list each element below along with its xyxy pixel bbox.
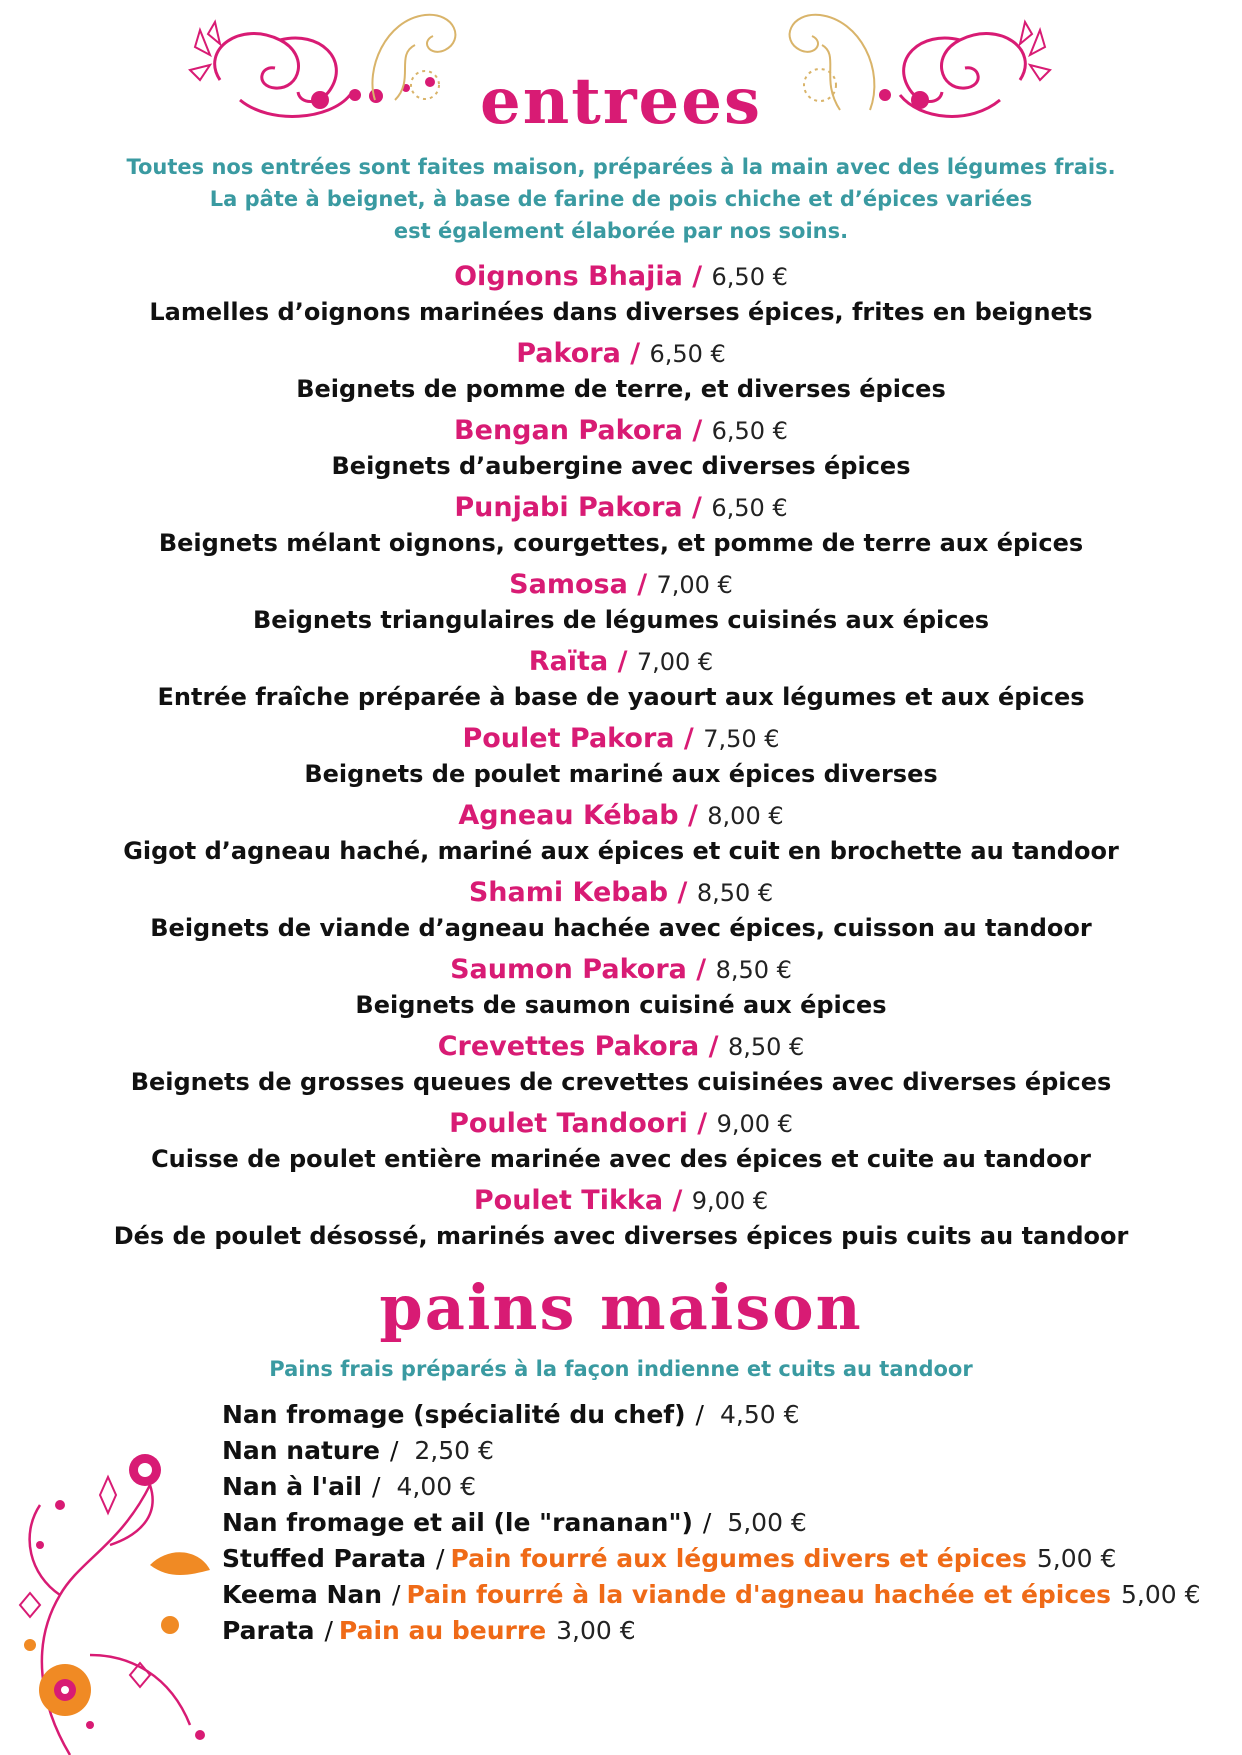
bread-price: 5,00 €	[727, 1508, 807, 1537]
item-price: 6,50 €	[711, 494, 788, 522]
menu-item: Bengan Pakora / 6,50 € Beignets d’aubergine avec diverses épices	[0, 413, 1242, 490]
item-name: Saumon Pakora	[450, 954, 687, 985]
bread-name: Stuffed Parata	[222, 1544, 427, 1573]
menu-item: Poulet Tikka / 9,00 € Dés de poulet désossé, marinés avec diverses épices puis cuits au tandoor	[0, 1183, 1242, 1260]
item-description: Gigot d’agneau haché, mariné aux épices et cuit en brochette au tandoor	[123, 837, 1119, 865]
bread-price: 4,50 €	[719, 1400, 800, 1429]
item-price: 8,50 €	[696, 879, 774, 907]
menu-item: Saumon Pakora / 8,50 € Beignets de saumon cuisiné aux épices	[0, 952, 1242, 1029]
bread-item: Nan fromage (spécialité du chef) / 4,50 €	[222, 1400, 800, 1429]
bread-list	[222, 1397, 1201, 1649]
pains-intro: Pains frais préparés à la façon indienne et cuits au tandoor	[269, 1357, 973, 1381]
bread-item: Stuffed Parata / Pain fourré aux légumes divers et épices 5,00 €	[222, 1544, 1117, 1573]
item-name: Bengan Pakora	[454, 415, 683, 446]
item-name: Punjabi Pakora	[454, 492, 683, 523]
entrees-list	[0, 259, 1242, 1260]
item-description: Cuisse de poulet entière marinée avec des épices et cuite au tandoor	[151, 1145, 1091, 1173]
bread-price: 4,00 €	[396, 1472, 477, 1501]
item-price: 8,00 €	[707, 802, 784, 830]
bread-price: 5,00 €	[1121, 1580, 1201, 1609]
item-price: 6,50 €	[711, 417, 788, 445]
corner-flowers-bird-icon	[0, 1425, 240, 1755]
item-name: Poulet Pakora	[462, 723, 675, 754]
menu-item: Poulet Tandoori / 9,00 € Cuisse de poulet entière marinée avec des épices et cuite au tandoor	[0, 1106, 1242, 1183]
item-price: 6,50 €	[711, 263, 788, 291]
item-description: Beignets de pomme de terre, et diverses épices	[296, 375, 946, 403]
item-description: Beignets de viande d’agneau hachée avec épices, cuisson au tandoor	[150, 914, 1092, 942]
item-description: Beignets mélant oignons, courgettes, et pomme de terre aux épices	[158, 529, 1084, 557]
entrees-title: entrees	[480, 64, 762, 139]
intro-line: Toutes nos entrées sont faites maison, préparées à la main avec des légumes frais.	[126, 155, 1116, 179]
bread-item: Nan nature / 2,50 €	[222, 1436, 494, 1465]
item-name: Pakora	[516, 338, 621, 369]
item-name: Samosa	[509, 569, 628, 600]
item-name: Oignons Bhajia	[454, 261, 683, 292]
menu-item: Agneau Kébab / 8,00 € Gigot d’agneau haché, mariné aux épices et cuit en brochette au tandoor	[0, 798, 1242, 875]
item-price: 8,50 €	[715, 956, 792, 984]
item-price: 9,00 €	[691, 1187, 769, 1215]
menu-item: Shami Kebab / 8,50 € Beignets de viande d’agneau hachée avec épices, cuisson au tandoor	[0, 875, 1242, 952]
item-name: Crevettes Pakora	[437, 1031, 700, 1062]
item-name: Agneau Kébab	[458, 800, 679, 831]
entrees-intro	[0, 151, 1242, 247]
bread-name: Nan à l'ail	[222, 1472, 363, 1501]
menu-item: Crevettes Pakora / 8,50 € Beignets de grosses queues de crevettes cuisinées avec diverses épices	[0, 1029, 1242, 1106]
bread-price: 3,00 €	[556, 1616, 636, 1645]
menu-item: Samosa / 7,00 € Beignets triangulaires de légumes cuisinés aux épices	[0, 567, 1242, 644]
item-description: Beignets triangulaires de légumes cuisinés aux épices	[252, 606, 990, 634]
item-price: 7,00 €	[656, 571, 733, 599]
item-name: Poulet Tandoori	[449, 1108, 688, 1139]
menu-item: Pakora / 6,50 € Beignets de pomme de terre, et diverses épices	[0, 336, 1242, 413]
pains-title: pains maison	[379, 1271, 863, 1344]
item-name: Shami Kebab	[468, 877, 669, 908]
item-price: 7,50 €	[703, 725, 780, 753]
bread-item: Nan à l'ail / 4,00 €	[222, 1472, 477, 1501]
bread-name: Nan fromage (spécialité du chef)	[222, 1400, 686, 1429]
item-price: 8,50 €	[727, 1033, 805, 1061]
item-name: Raïta	[528, 646, 609, 677]
bread-name: Keema Nan	[222, 1580, 383, 1609]
bread-description: Pain au beurre	[338, 1616, 547, 1645]
intro-line: est également élaborée par nos soins.	[393, 219, 849, 243]
item-description: Dés de poulet désossé, marinés avec diverses épices puis cuits au tandoor	[113, 1222, 1129, 1250]
bread-description: Pain fourré à la viande d'agneau hachée et épices	[406, 1580, 1112, 1609]
menu-item: Punjabi Pakora / 6,50 € Beignets mélant oignons, courgettes, et pomme de terre aux épices	[0, 490, 1242, 567]
menu-item: Poulet Pakora / 7,50 € Beignets de poulet mariné aux épices diverses	[0, 721, 1242, 798]
intro-line: La pâte à beignet, à base de farine de pois chiche et d’épices variées	[209, 187, 1033, 211]
bread-price: 2,50 €	[414, 1436, 494, 1465]
item-description: Beignets de grosses queues de crevettes cuisinées avec diverses épices	[130, 1068, 1112, 1096]
item-price: 6,50 €	[649, 340, 726, 368]
bread-price: 5,00 €	[1036, 1544, 1117, 1573]
item-description: Beignets d’aubergine avec diverses épices	[331, 452, 911, 480]
bread-name: Nan fromage et ail (le "rananan")	[222, 1508, 693, 1537]
item-price: 9,00 €	[716, 1110, 793, 1138]
menu-item: Oignons Bhajia / 6,50 € Lamelles d’oignons marinées dans diverses épices, frites en beignets	[0, 259, 1242, 336]
item-price: 7,00 €	[636, 648, 714, 676]
bread-name: Parata	[222, 1616, 315, 1645]
bread-item: Nan fromage et ail (le "rananan") / 5,00 €	[222, 1508, 807, 1537]
bread-item: Parata / Pain au beurre 3,00 €	[222, 1616, 636, 1645]
bread-item: Keema Nan / Pain fourré à la viande d'agneau hachée et épices 5,00 €	[222, 1580, 1201, 1609]
menu-item: Raïta / 7,00 € Entrée fraîche préparée à base de yaourt aux légumes et aux épices	[0, 644, 1242, 721]
item-description: Entrée fraîche préparée à base de yaourt aux légumes et aux épices	[157, 683, 1085, 711]
item-description: Beignets de saumon cuisiné aux épices	[355, 991, 887, 1019]
bread-description: Pain fourré aux légumes divers et épices	[450, 1544, 1027, 1573]
item-description: Beignets de poulet mariné aux épices diverses	[304, 760, 938, 788]
item-description: Lamelles d’oignons marinées dans diverses épices, frites en beignets	[149, 298, 1093, 326]
item-name: Poulet Tikka	[473, 1185, 664, 1216]
bread-name: Nan nature	[222, 1436, 380, 1465]
